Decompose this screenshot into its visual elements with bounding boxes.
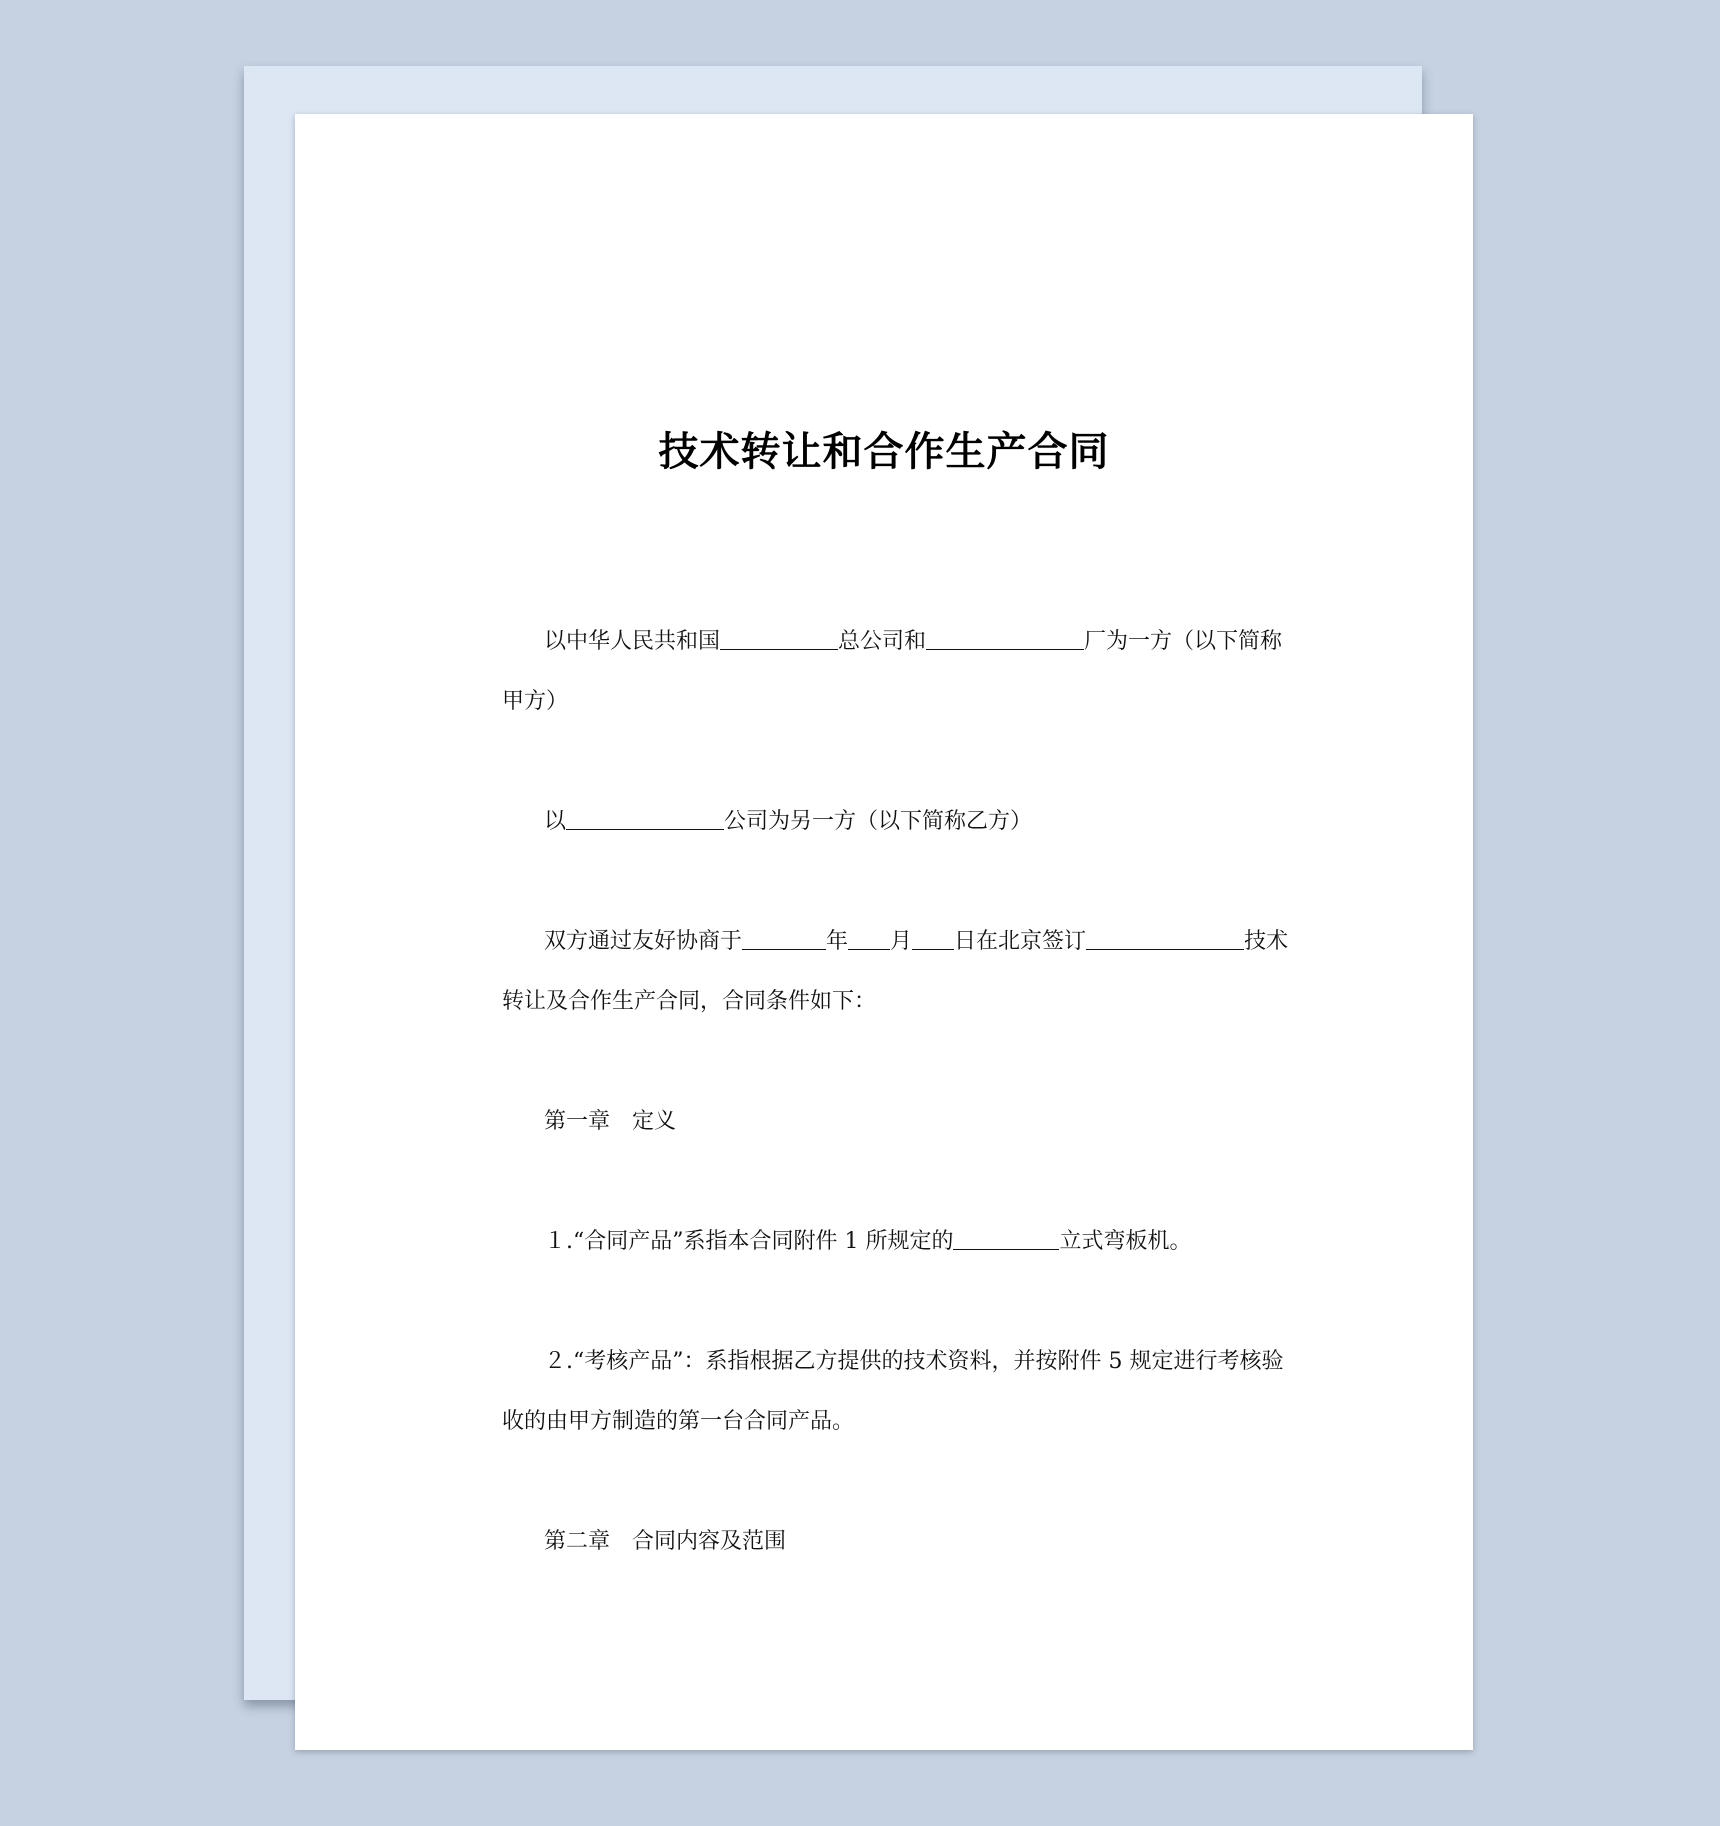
blank-head-company (720, 627, 838, 650)
definition-item-2 (502, 1332, 1282, 1452)
paragraph-party-a (502, 612, 1282, 732)
party-b-text-1: 以 (544, 809, 567, 834)
blank-party-b-company (566, 807, 724, 830)
paragraph-signing (502, 912, 1289, 1032)
item-1-text-2: 立式弯板机。 (1059, 1229, 1192, 1254)
item-1-text-1: １.“合同产品”系指本合同附件 1 所规定的 (544, 1229, 954, 1254)
party-b-text-2: 公司为另一方（以下简称乙方） (724, 809, 1033, 834)
item-2-text-2: 收的由甲方制造的第一台合同产品。 (502, 1409, 855, 1434)
party-a-text-1: 以中华人民共和国 (544, 629, 721, 654)
blank-year (742, 927, 826, 950)
chapter-1-heading: 第一章 定义 (544, 1109, 677, 1134)
signing-text-4: 日在北京签订 (954, 929, 1087, 954)
party-a-text-2: 总公司和 (838, 629, 927, 654)
definition-item-1 (502, 1212, 1282, 1272)
signing-text-5: 技术 (1244, 929, 1289, 954)
paragraph-party-b (502, 792, 1282, 852)
item-2-text-1: ２.“考核产品”：系指根据乙方提供的技术资料，并按附件 5 规定进行考核验 (544, 1349, 1284, 1374)
blank-month (848, 927, 890, 950)
document-title: 技术转让和合作生产合同 (658, 429, 1110, 475)
blank-contract-name (1086, 927, 1244, 950)
signing-text-1: 双方通过友好协商于 (544, 929, 743, 954)
blank-product-model (953, 1227, 1059, 1250)
document-page (295, 114, 1473, 1750)
blank-day (912, 927, 954, 950)
party-a-text-3: 厂为一方（以下简称 (1084, 629, 1283, 654)
signing-text-2: 年 (826, 929, 849, 954)
blank-factory (926, 627, 1084, 650)
chapter-2-heading: 第二章 合同内容及范围 (544, 1529, 787, 1554)
party-a-text-4: 甲方） (502, 689, 569, 714)
signing-text-6: 转让及合作生产合同，合同条件如下： (502, 989, 877, 1014)
signing-text-3: 月 (890, 929, 913, 954)
